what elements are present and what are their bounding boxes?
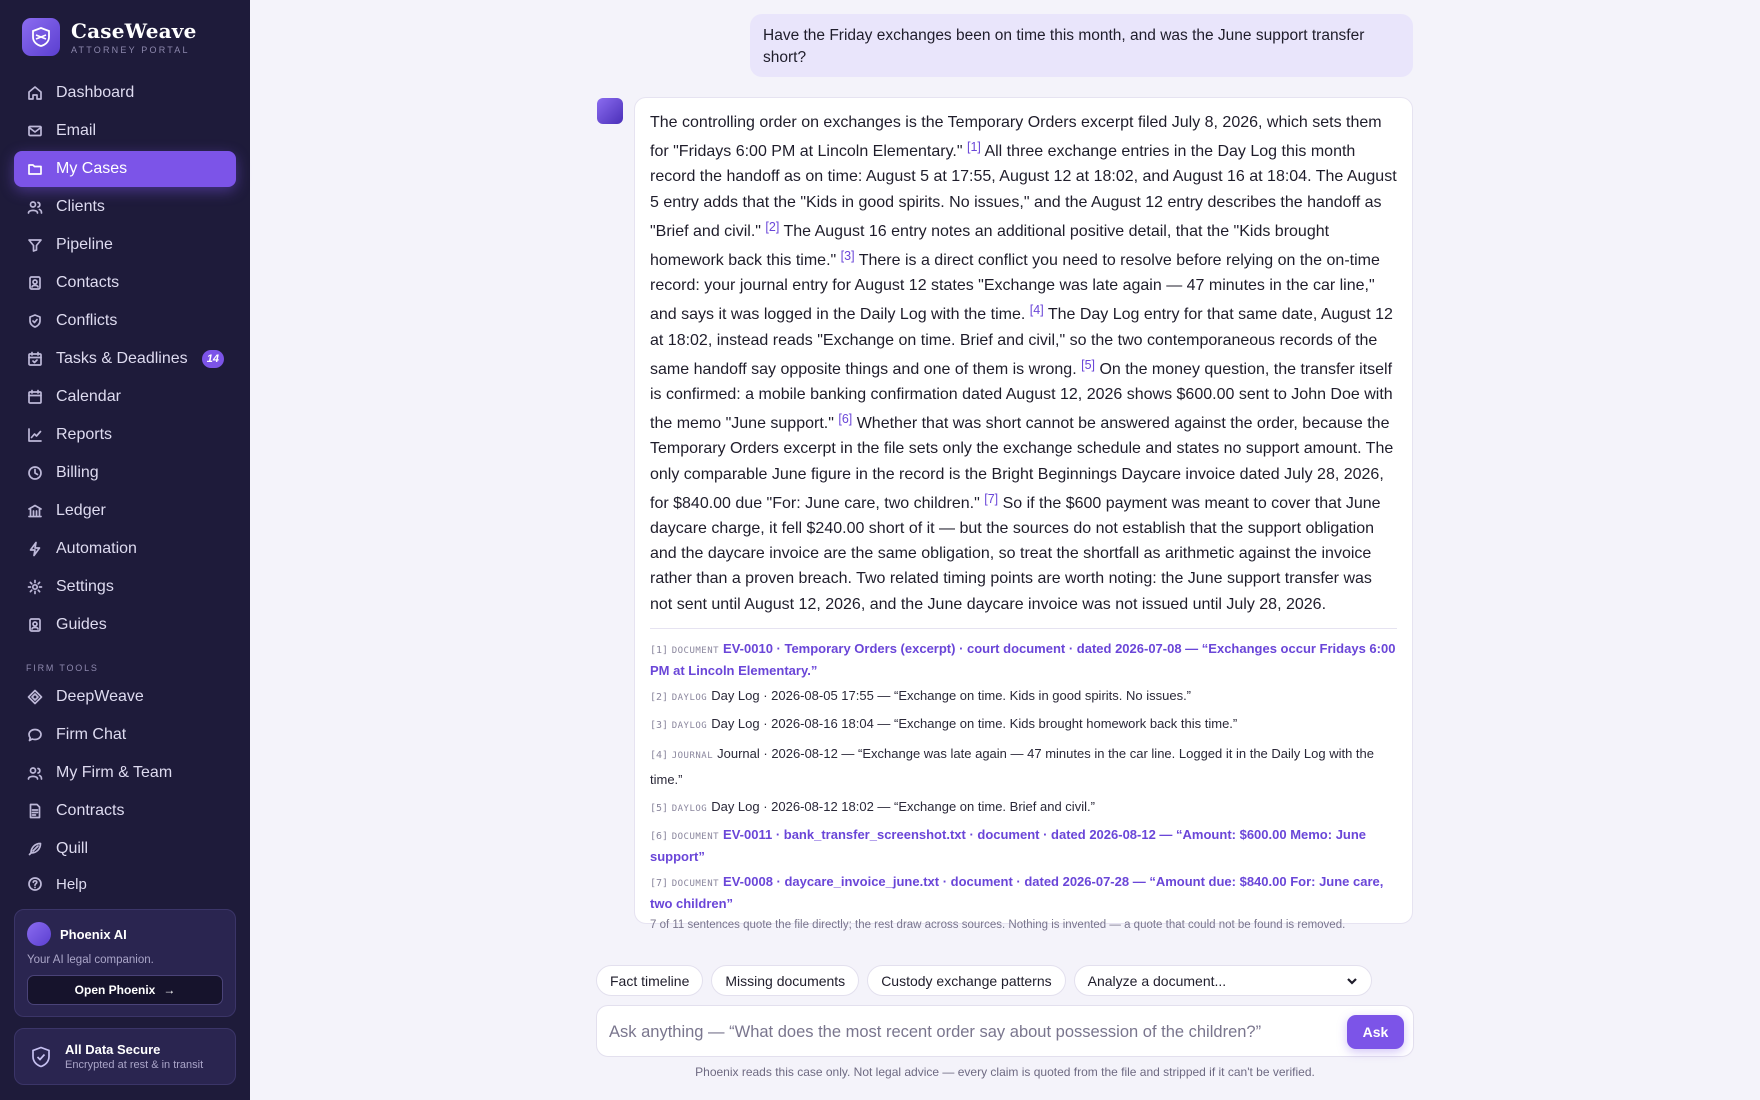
sources-divider: [650, 628, 1397, 629]
book-icon: [27, 617, 43, 633]
ask-button[interactable]: Ask: [1347, 1015, 1404, 1049]
nav-item-tasks-deadlines[interactable]: [14, 341, 236, 377]
source-item: [650, 639, 1397, 680]
nav-item-conflicts[interactable]: [14, 303, 236, 339]
source-number: [7]: [650, 877, 669, 889]
source-kind: DOCUMENT: [671, 878, 720, 889]
source-text: Journal · 2026-08-12 — “Exchange was late again — 47 minutes in the car line. Logged it in the Daily Log with the time.”: [650, 745, 1375, 787]
answer-sentence: So if the $600 payment was meant to cover that June daycare charge, it fell $240.00 short of it — but the sources do not establish that the support obligation and the daycare invoice are the same obligation, so treat the shortfall as arithmetic against the invoice rather than a proven breach. Two related timing points are worth noting: the June support transfer was not sent until August 12, 2026, and the June daycare invoice was not issued until July 28, 2026.: [650, 494, 1381, 613]
source-kind: DAYLOG: [671, 692, 708, 703]
citation-link[interactable]: [6]: [838, 412, 853, 427]
citation-link[interactable]: [5]: [1081, 357, 1095, 372]
source-number: [6]: [650, 830, 669, 842]
nav-item-ledger[interactable]: [14, 493, 236, 529]
mail-icon: [27, 123, 43, 139]
nav-label: Firm Chat: [56, 726, 127, 743]
users-icon: [27, 199, 43, 215]
nav-item-my-firm-team[interactable]: [14, 755, 236, 791]
citation-link[interactable]: [7]: [984, 491, 999, 506]
nav-item-dashboard[interactable]: [14, 75, 236, 111]
phoenix-card-title: Phoenix AI: [60, 926, 127, 942]
source-item: [650, 686, 1397, 708]
nav-item-calendar[interactable]: [14, 379, 236, 415]
source-text: Day Log · 2026-08-12 18:02 — “Exchange on time. Brief and civil.”: [711, 798, 1095, 814]
suggestion-missing-documents[interactable]: Missing documents: [711, 965, 859, 996]
open-phoenix-button[interactable]: [27, 975, 223, 1005]
nav-label: Automation: [56, 540, 137, 557]
contact-card-icon: [27, 275, 43, 291]
answer-sentence: All three exchange entries in the Day Log this month record the handoff as on time: August 5 at 17:55, August 12 at 18:02, and August 16 at 18:04. The August 5 entry adds that the "Kids in good spirits. No issues," and the August 12 entry describes the handoff as "Brief and civil.": [650, 143, 1397, 240]
nav-item-contacts[interactable]: [14, 265, 236, 301]
nav-label: Contracts: [56, 802, 125, 819]
disclaimer: Phoenix reads this case only. Not legal advice — every claim is quoted from the file and stripped if it can't be verified.: [695, 1065, 1315, 1079]
answer-body: [650, 110, 1397, 617]
source-item: [650, 872, 1397, 913]
composer: [596, 1005, 1414, 1057]
source-number: [5]: [650, 802, 669, 814]
source-number: [2]: [650, 691, 669, 703]
source-document-link[interactable]: EV-0010 · Temporary Orders (excerpt) · court document · dated 2026-07-08 — “Exchanges occur Fridays 6:00 PM at Lincoln Elementary.”: [650, 640, 1396, 678]
home-icon: [27, 85, 43, 101]
brand-subtitle: ATTORNEY PORTAL: [71, 45, 190, 55]
answer-sentence: Whether that was short cannot be answered against the order, because the Temporary Orders excerpt in the file sets only the exchange schedule and states no support amount. The only comparable June figure in the record is the Bright Beginnings Daycare invoice dated July 28, 2026, for $840.00 due "For: June care, two children.": [650, 415, 1394, 512]
brand-name: CaseWeave: [71, 19, 197, 43]
citation-link[interactable]: [2]: [765, 219, 780, 234]
nav-label: Ledger: [56, 502, 106, 519]
feather-icon: [27, 841, 43, 857]
nav-item-clients[interactable]: [14, 189, 236, 225]
phoenix-logo-icon: [27, 922, 51, 946]
source-kind: JOURNAL: [671, 750, 714, 761]
nav-item-firm-chat[interactable]: [14, 717, 236, 753]
source-kind: DAYLOG: [671, 803, 708, 814]
calendar-check-icon: [27, 351, 43, 367]
source-item: [650, 825, 1397, 866]
source-item: [650, 714, 1397, 736]
firm-tools-nav: [14, 679, 236, 901]
help-circle-icon: [27, 876, 43, 892]
suggestion-custody-exchange-patterns[interactable]: Custody exchange patterns: [867, 965, 1065, 996]
document-icon: [27, 803, 43, 819]
nav-label: My Firm & Team: [56, 764, 173, 781]
suggestion-fact-timeline[interactable]: Fact timeline: [596, 965, 703, 996]
folder-icon: [27, 161, 43, 177]
nav-label: Pipeline: [56, 236, 113, 253]
nav-item-billing[interactable]: [14, 455, 236, 491]
tasks-count-badge: 14: [202, 350, 224, 368]
nav-label: Email: [56, 122, 97, 139]
analyze-document-select[interactable]: [1074, 965, 1372, 996]
secure-card-title: All Data Secure: [65, 1042, 161, 1057]
question-input[interactable]: [609, 1018, 1329, 1046]
diamond-icon: [27, 689, 43, 705]
caseweave-logo-icon: [22, 18, 60, 56]
answer-sentence: The controlling order on exchanges is the Temporary Orders excerpt filed July 8, 2026, which sets them for "Fridays 6:00 PM at Lincoln Elementary.": [650, 114, 1382, 161]
secure-card: [14, 1028, 236, 1085]
bank-icon: [27, 503, 43, 519]
suggestion-chips: [596, 965, 1372, 996]
answer-card: [634, 97, 1413, 931]
nav-item-pipeline[interactable]: [14, 227, 236, 263]
source-text: Day Log · 2026-08-05 17:55 — “Exchange on time. Kids in good spirits. No issues.”: [711, 687, 1192, 703]
brand[interactable]: [22, 18, 197, 56]
chevron-down-icon: [1346, 975, 1358, 987]
answer-sentence: On the money question, the transfer itself is confirmed: a mobile banking confirmation dated August 12, 2026 shows $600.00 sent to John Doe with the memo "June support.": [650, 360, 1393, 433]
citation-link[interactable]: [4]: [1029, 303, 1044, 318]
chart-line-icon: [27, 427, 43, 443]
nav-label: Dashboard: [56, 84, 135, 101]
nav-label: Clients: [56, 198, 105, 215]
nav-label: DeepWeave: [56, 688, 144, 705]
team-icon: [27, 765, 43, 781]
nav-item-reports[interactable]: [14, 417, 236, 453]
phoenix-avatar-icon: [597, 98, 623, 124]
answer-sentence: The August 16 entry notes an additional positive detail, that the "Kids brought homework back this time.": [650, 222, 1330, 270]
nav-label: My Cases: [56, 160, 128, 177]
nav-label: Guides: [56, 616, 107, 633]
nav-item-settings[interactable]: [14, 569, 236, 605]
calendar-icon: [27, 389, 43, 405]
source-kind: DOCUMENT: [671, 831, 720, 842]
phoenix-card-subtitle: Your AI legal companion.: [27, 954, 154, 966]
citation-link[interactable]: [1]: [966, 140, 981, 155]
nav-item-deepweave[interactable]: [14, 679, 236, 715]
nav-label: Quill: [56, 840, 89, 857]
nav-label: Tasks & Deadlines: [56, 350, 188, 367]
open-phoenix-label: Open Phoenix: [74, 983, 156, 997]
shield-check-icon: [27, 313, 43, 329]
nav-label: Reports: [56, 426, 113, 443]
nav-item-automation[interactable]: [14, 531, 236, 567]
main-nav: [14, 75, 236, 645]
nav-label: Calendar: [56, 388, 121, 405]
citation-link[interactable]: [3]: [840, 249, 855, 264]
nav-item-guides[interactable]: [14, 607, 236, 643]
answer-sentence: There is a direct conflict you need to resolve before relying on the on-time record: your journal entry for August 12 states "Exchange was late again — 47 minutes in the car line," and says it was logged in the Daily Log with the time.: [650, 252, 1380, 324]
clock-icon: [27, 465, 43, 481]
chat-icon: [27, 727, 43, 743]
nav-item-my-cases[interactable]: [14, 151, 236, 187]
source-kind: DAYLOG: [671, 720, 708, 731]
sidebar: [0, 0, 250, 1100]
source-number: [1]: [650, 644, 669, 656]
shield-check-icon: [29, 1045, 53, 1069]
nav-label: Contacts: [56, 274, 120, 291]
phoenix-card: [14, 909, 236, 1017]
analyze-document-select-value: Analyze a document...: [1087, 972, 1227, 989]
gear-icon: [27, 579, 43, 595]
nav-item-contracts[interactable]: [14, 793, 236, 829]
secure-card-subtitle: Encrypted at rest & in transit: [65, 1059, 204, 1071]
verification-footnote: 7 of 11 sentences quote the file directly; the rest draw across sources. Nothing is invented — a quote that could not be found is removed.: [650, 918, 1346, 931]
nav-item-help[interactable]: [14, 869, 236, 899]
source-kind: DOCUMENT: [671, 645, 720, 656]
nav-label: Settings: [56, 578, 114, 595]
nav-label: Conflicts: [56, 312, 118, 329]
funnel-icon: [27, 237, 43, 253]
nav-item-email[interactable]: [14, 113, 236, 149]
bolt-icon: [27, 541, 43, 557]
arrow-right-icon: →: [163, 983, 176, 997]
source-item: [650, 797, 1397, 819]
source-document-link[interactable]: EV-0008 · daycare_invoice_june.txt · document · dated 2026-07-28 — “Amount due: $840.00 For: June care, two children”: [650, 873, 1384, 911]
source-item: [650, 742, 1397, 791]
source-text: Day Log · 2026-08-16 18:04 — “Exchange on time. Kids brought homework back this time.”: [711, 715, 1238, 731]
source-number: [3]: [650, 719, 669, 731]
answer-sentence: The Day Log entry for that same date, August 12 at 18:02, instead reads "Exchange on time. Brief and civil," so the two contemporaneous records of the same handoff say opposite things and one of them is wrong.: [650, 306, 1393, 378]
source-number: [4]: [650, 749, 669, 761]
user-message: Have the Friday exchanges been on time this month, and was the June support transfer short?: [750, 14, 1413, 77]
nav-label: Billing: [56, 464, 99, 481]
nav-label: Help: [56, 875, 87, 893]
firm-tools-label: FIRM TOOLS: [26, 663, 99, 673]
nav-item-quill[interactable]: [14, 831, 236, 867]
source-document-link[interactable]: EV-0011 · bank_transfer_screenshot.txt · document · dated 2026-08-12 — “Amount: $600.00 Memo: June support”: [650, 826, 1367, 864]
